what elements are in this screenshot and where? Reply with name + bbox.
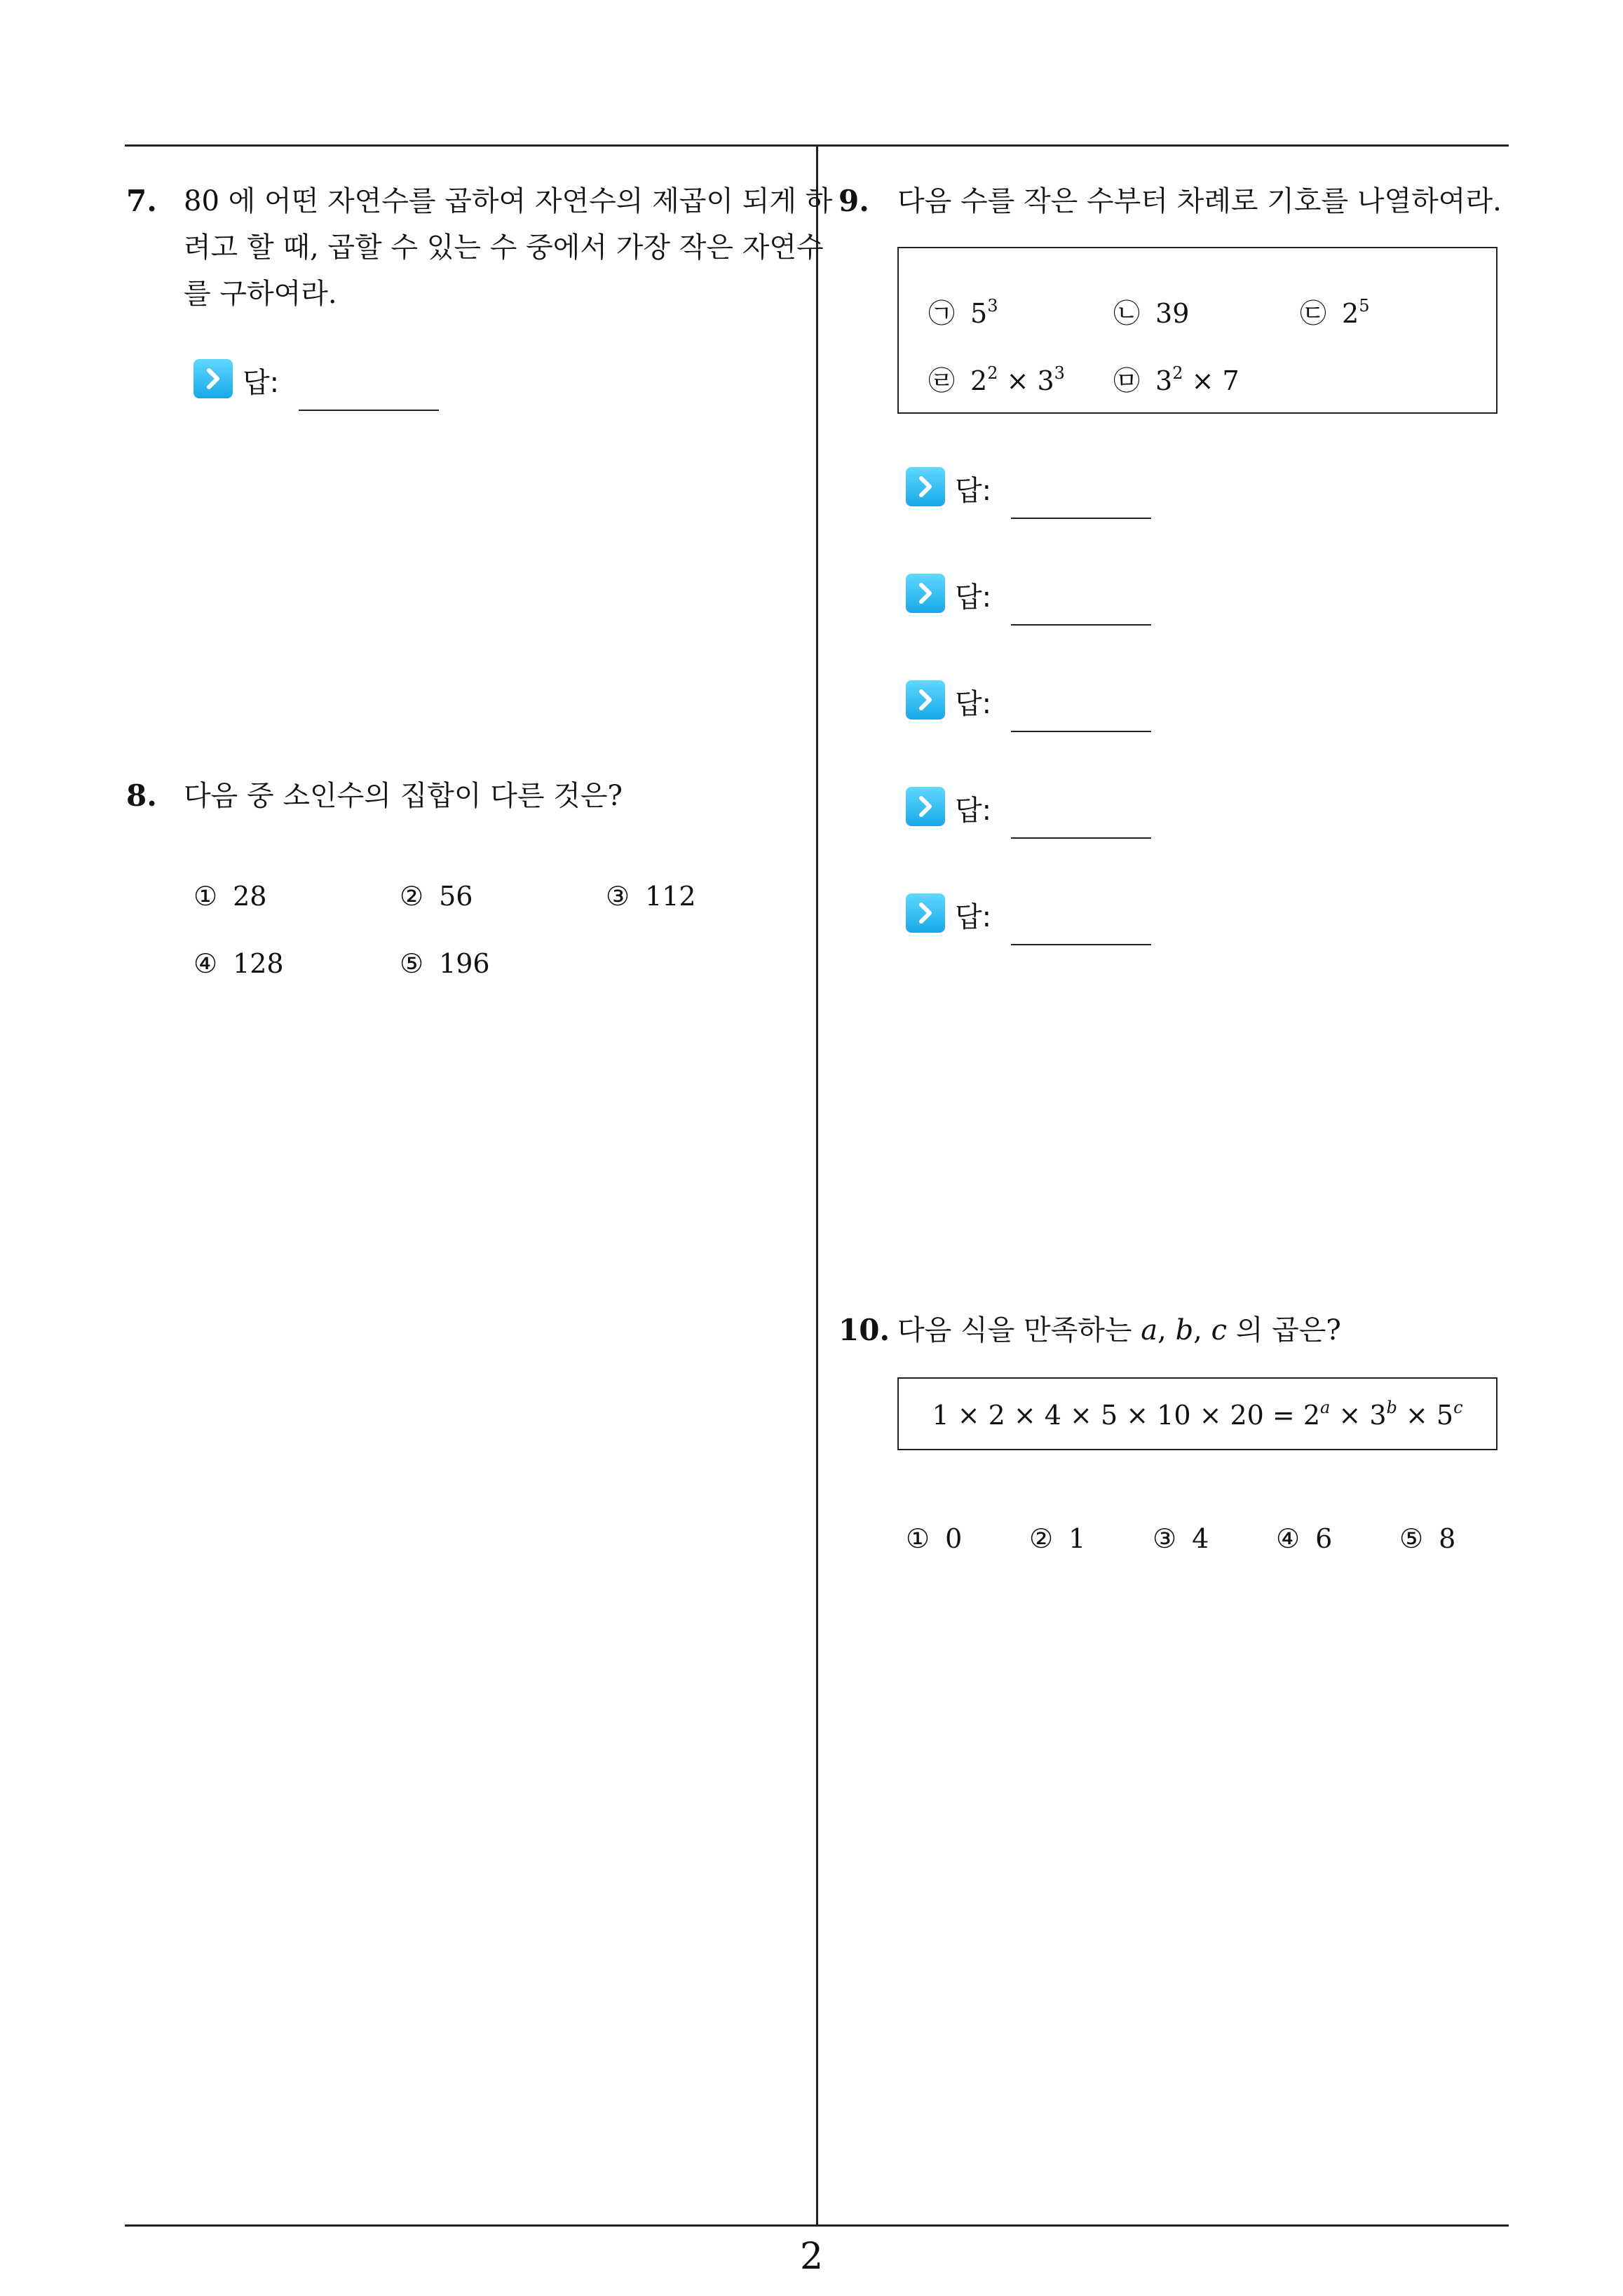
q8-choice-5[interactable] bbox=[400, 948, 490, 979]
item-exponent: 2 bbox=[1172, 363, 1183, 383]
answer-blank[interactable] bbox=[1011, 837, 1151, 839]
choice-value: 1 bbox=[1068, 1523, 1086, 1554]
q8-choice-1[interactable] bbox=[193, 881, 266, 912]
chevron-right-icon bbox=[193, 359, 233, 398]
question-10-text bbox=[897, 1307, 1341, 1353]
q9-item-5 bbox=[1113, 359, 1240, 398]
choice-marker: ⑤ bbox=[400, 948, 424, 979]
q10-choice-5[interactable] bbox=[1399, 1523, 1455, 1554]
column-divider bbox=[816, 144, 818, 2226]
q8-choice-4[interactable] bbox=[193, 948, 284, 979]
q9-item-3 bbox=[1300, 292, 1369, 330]
q9-item-1 bbox=[928, 292, 998, 330]
item-base: 5 bbox=[970, 298, 988, 329]
question-7-line-3: 를 구하여라. bbox=[184, 278, 337, 310]
q10-text-prefix: 다음 식을 만족하는 bbox=[897, 1314, 1141, 1346]
q9-answer-1[interactable] bbox=[906, 467, 1158, 516]
item-exponent: 3 bbox=[1054, 363, 1065, 383]
answer-blank[interactable] bbox=[1011, 944, 1151, 945]
choice-marker: ① bbox=[906, 1523, 930, 1554]
chevron-right-icon bbox=[906, 787, 945, 826]
choice-marker: ② bbox=[1029, 1523, 1054, 1554]
question-9-number: 9. bbox=[838, 184, 869, 218]
item-operator: × bbox=[998, 365, 1038, 396]
q9-answer-2[interactable] bbox=[906, 574, 1158, 623]
q10-text-suffix: 의 곱은? bbox=[1227, 1314, 1341, 1346]
q10-var-c: c bbox=[1211, 1314, 1228, 1346]
item-marker: ㉠ bbox=[928, 298, 956, 329]
answer-label: 답: bbox=[955, 581, 992, 614]
q10-choice-3[interactable] bbox=[1153, 1523, 1209, 1554]
question-7-number: 7. bbox=[126, 184, 157, 218]
answer-label: 답: bbox=[955, 688, 992, 720]
q10-choice-4[interactable] bbox=[1276, 1523, 1332, 1554]
chevron-right-icon bbox=[906, 680, 945, 720]
formula-exponent-b: b bbox=[1386, 1398, 1397, 1417]
answer-label: 답: bbox=[955, 795, 992, 827]
answer-blank[interactable] bbox=[1011, 518, 1151, 519]
answer-blank[interactable] bbox=[1011, 624, 1151, 626]
choice-value: 112 bbox=[645, 881, 696, 912]
chevron-right-icon bbox=[906, 574, 945, 613]
question-10-number: 10. bbox=[838, 1313, 890, 1347]
chevron-right-icon bbox=[906, 467, 945, 506]
question-9-line: 다음 수를 작은 수부터 차례로 기호를 나열하여라. bbox=[897, 185, 1502, 217]
item-marker: ㉤ bbox=[1113, 365, 1141, 396]
q9-answer-5[interactable] bbox=[906, 893, 1158, 943]
page-number: 2 bbox=[799, 2236, 824, 2278]
question-7-line-1: 80 에 어떤 자연수를 곱하여 자연수의 제곱이 되게 하 bbox=[184, 185, 833, 217]
item-base: 3 bbox=[1155, 365, 1173, 396]
choice-value: 28 bbox=[233, 881, 267, 912]
q10-formula bbox=[899, 1400, 1496, 1431]
item-base: 2 bbox=[970, 365, 988, 396]
q10-var-a: a bbox=[1141, 1314, 1158, 1346]
q10-var-b: b bbox=[1175, 1314, 1194, 1346]
item-base: 3 bbox=[1037, 365, 1054, 396]
formula-exponent-c: c bbox=[1453, 1398, 1463, 1417]
choice-marker: ② bbox=[400, 881, 424, 912]
item-exponent: 3 bbox=[987, 296, 998, 316]
item-marker: ㉢ bbox=[1300, 298, 1327, 329]
formula-lhs: 1 × 2 × 4 × 5 × 10 × 20 = 2 bbox=[932, 1400, 1321, 1431]
formula-exponent-a: a bbox=[1320, 1398, 1331, 1417]
q10-choice-1[interactable] bbox=[906, 1523, 962, 1554]
formula-part: × 5 bbox=[1397, 1400, 1454, 1431]
choice-marker: ④ bbox=[193, 948, 218, 979]
choice-value: 128 bbox=[233, 948, 284, 979]
choice-marker: ⑤ bbox=[1399, 1523, 1424, 1554]
choice-value: 6 bbox=[1315, 1523, 1333, 1554]
choice-value: 8 bbox=[1439, 1523, 1456, 1554]
chevron-right-icon bbox=[906, 893, 945, 933]
q9-item-4 bbox=[928, 359, 1065, 398]
item-marker: ㉡ bbox=[1113, 298, 1141, 329]
choice-value: 0 bbox=[945, 1523, 963, 1554]
q10-formula-box bbox=[897, 1377, 1498, 1450]
q9-answer-4[interactable] bbox=[906, 787, 1158, 836]
question-8-number: 8. bbox=[126, 778, 157, 813]
question-7-text bbox=[184, 178, 832, 317]
item-marker: ㉣ bbox=[928, 365, 956, 396]
choice-value: 196 bbox=[439, 948, 490, 979]
q8-choice-2[interactable] bbox=[400, 881, 473, 912]
choice-marker: ③ bbox=[606, 881, 630, 912]
answer-label: 답: bbox=[955, 475, 992, 507]
choice-value: 56 bbox=[439, 881, 473, 912]
answer-label: 답: bbox=[243, 367, 280, 399]
question-9-text bbox=[897, 178, 1502, 224]
q9-answer-3[interactable] bbox=[906, 680, 1158, 729]
choice-value: 4 bbox=[1192, 1523, 1209, 1554]
answer-label: 답: bbox=[955, 901, 992, 933]
answer-blank[interactable] bbox=[299, 410, 439, 411]
q10-sep: , bbox=[1193, 1314, 1211, 1346]
choice-marker: ① bbox=[193, 881, 218, 912]
q10-choice-2[interactable] bbox=[1029, 1523, 1085, 1554]
item-base: 2 bbox=[1342, 298, 1359, 329]
question-7-answer[interactable] bbox=[193, 359, 446, 408]
item-exponent: 2 bbox=[987, 363, 998, 383]
item-exponent: 5 bbox=[1359, 296, 1370, 316]
answer-blank[interactable] bbox=[1011, 731, 1151, 732]
q10-sep: , bbox=[1157, 1314, 1176, 1346]
choice-marker: ④ bbox=[1276, 1523, 1301, 1554]
question-8-text bbox=[184, 773, 623, 819]
item-value: 39 bbox=[1155, 298, 1190, 329]
item-operator: × 7 bbox=[1183, 365, 1240, 396]
choice-marker: ③ bbox=[1153, 1523, 1177, 1554]
question-7-line-2: 려고 할 때, 곱할 수 있는 수 중에서 가장 작은 자연수 bbox=[184, 231, 824, 264]
q9-items-box bbox=[897, 247, 1498, 414]
bottom-rule bbox=[125, 2224, 1509, 2227]
question-8-line: 다음 중 소인수의 집합이 다른 것은? bbox=[184, 780, 623, 812]
q9-item-2 bbox=[1113, 292, 1189, 330]
formula-part: × 3 bbox=[1330, 1400, 1387, 1431]
q8-choice-3[interactable] bbox=[606, 881, 696, 912]
